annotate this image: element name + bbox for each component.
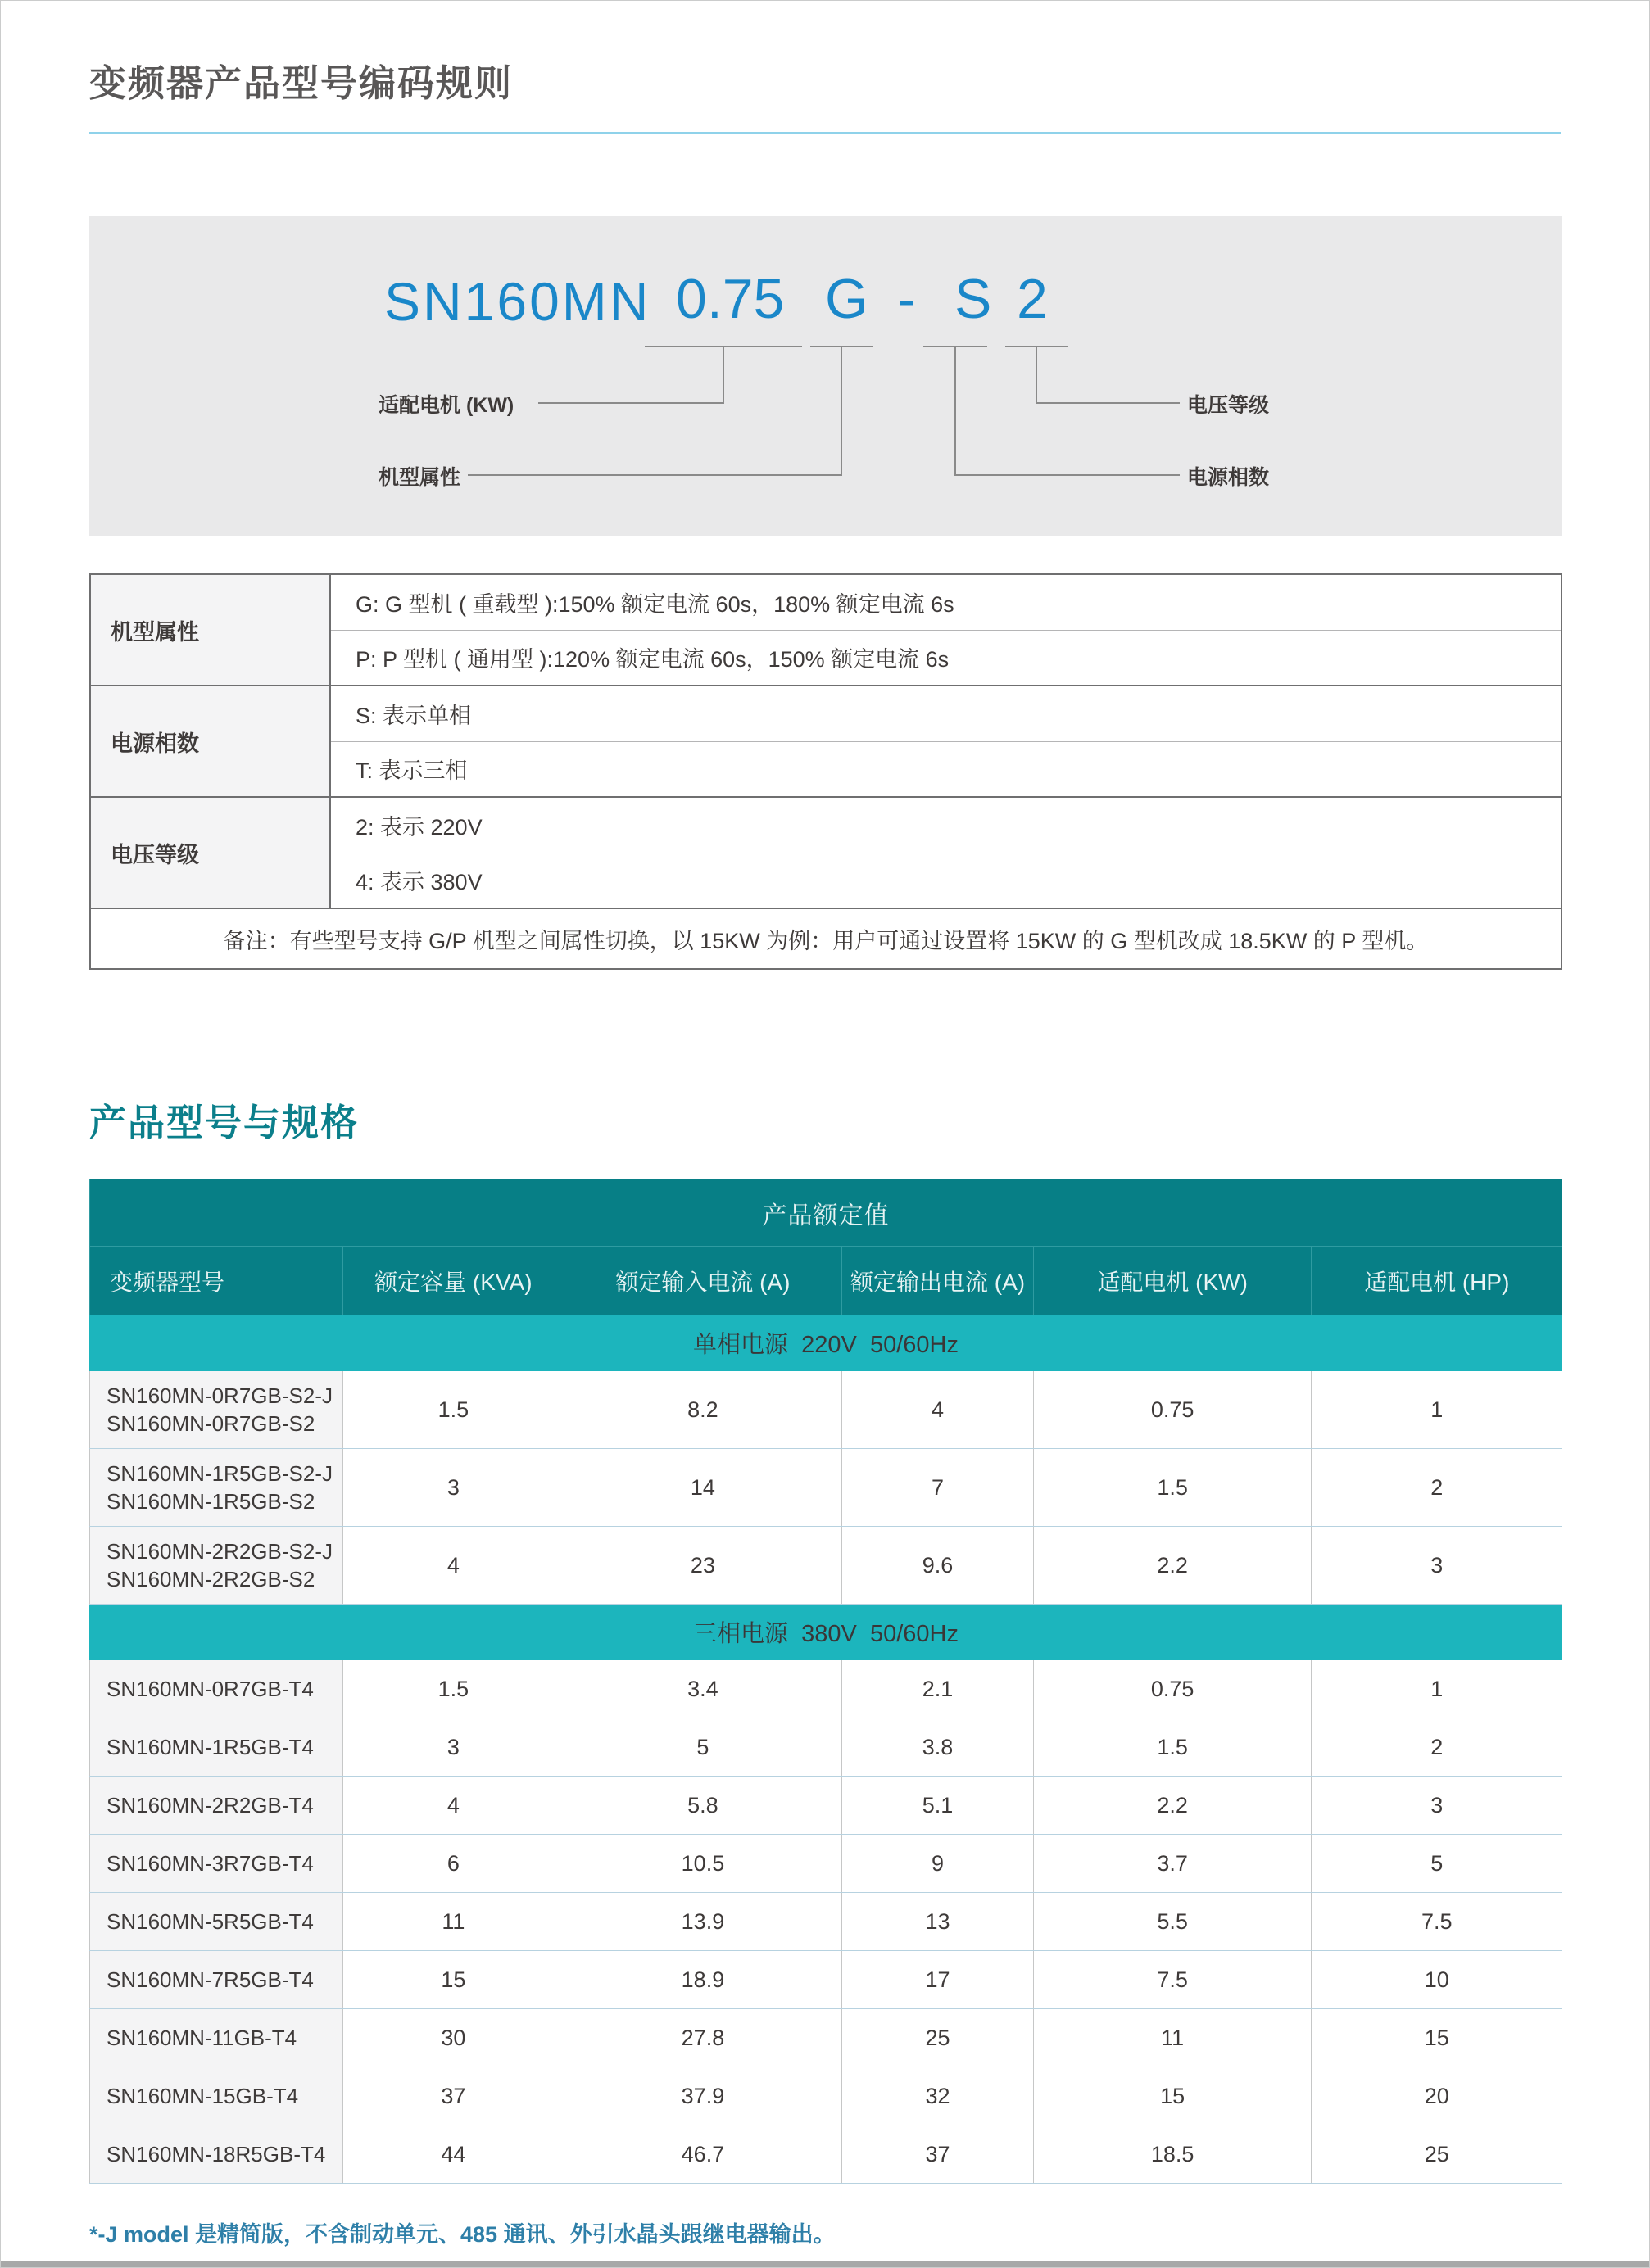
connector-vertical-voltage	[1036, 346, 1037, 404]
value-cell: 5	[1312, 1835, 1562, 1893]
model-code-diagram	[89, 216, 1562, 536]
value-cell: 9	[842, 1835, 1034, 1893]
coding-rule-cell: S: 表示单相	[330, 686, 1562, 741]
table-row	[90, 1835, 1562, 1893]
section-title-specs: 产品型号与规格	[89, 1102, 360, 1143]
table-row	[90, 574, 1562, 630]
value-cell: 5	[564, 1718, 842, 1777]
model-name: SN160MN-5R5GB-T4	[107, 1909, 314, 1934]
page-title: 变频器产品型号编码规则	[89, 62, 514, 104]
connector-horizontal-phase	[954, 474, 1180, 476]
coding-rule-cell: G: G 型机 ( 重载型 ):150% 额定电流 60s，180% 额定电流 6s	[330, 574, 1562, 630]
model-cell	[90, 1527, 343, 1605]
coding-group-header: 机型属性	[90, 574, 330, 686]
model-prefix: SN160MN	[384, 271, 651, 332]
connector-horizontal-power	[538, 402, 724, 404]
value-cell: 25	[842, 2009, 1034, 2067]
value-cell: 46.7	[564, 2125, 842, 2184]
column-header-capacity: 额定容量 (KVA)	[343, 1247, 564, 1315]
table-section-band	[90, 1605, 1562, 1660]
spec-table	[89, 1179, 1562, 2184]
note-row	[90, 908, 1562, 969]
value-cell: 10.5	[564, 1835, 842, 1893]
table-row	[90, 1777, 1562, 1835]
column-header-motor-hp: 适配电机 (HP)	[1312, 1247, 1562, 1315]
value-cell: 1.5	[1033, 1449, 1312, 1527]
value-cell: 7.5	[1312, 1893, 1562, 1951]
coding-rule-cell: 2: 表示 220V	[330, 797, 1562, 853]
model-cell	[90, 1718, 343, 1777]
table-row	[90, 1951, 1562, 2009]
value-cell: 11	[1033, 2009, 1312, 2067]
table-row	[90, 797, 1562, 853]
value-cell: 2.2	[1033, 1777, 1312, 1835]
model-cell	[90, 1777, 343, 1835]
value-cell: 25	[1312, 2125, 1562, 2184]
spec-table-header-row	[90, 1247, 1562, 1315]
table-row	[90, 2125, 1562, 2184]
model-name: SN160MN-0R7GB-S2-J	[107, 1383, 333, 1408]
value-cell: 17	[842, 1951, 1034, 2009]
model-name: SN160MN-2R2GB-S2-J	[107, 1539, 333, 1564]
model-cell	[90, 1660, 343, 1718]
value-cell: 14	[564, 1449, 842, 1527]
value-cell: 6	[343, 1835, 564, 1893]
diagram-label-power: 适配电机 (KW)	[379, 394, 514, 417]
value-cell: 13.9	[564, 1893, 842, 1951]
model-cell	[90, 1893, 343, 1951]
model-coding-table	[89, 573, 1562, 970]
value-cell: 5.5	[1033, 1893, 1312, 1951]
model-name: SN160MN-11GB-T4	[107, 2026, 297, 2050]
value-cell: 37.9	[564, 2067, 842, 2125]
value-cell: 3	[343, 1718, 564, 1777]
value-cell: 1.5	[1033, 1718, 1312, 1777]
table-row	[90, 1718, 1562, 1777]
value-cell: 3	[1312, 1527, 1562, 1605]
value-cell: 15	[1312, 2009, 1562, 2067]
value-cell: 10	[1312, 1951, 1562, 2009]
value-cell: 3.4	[564, 1660, 842, 1718]
value-cell: 30	[343, 2009, 564, 2067]
column-header-output-current: 额定输出电流 (A)	[842, 1247, 1034, 1315]
model-cell	[90, 1449, 343, 1527]
section-band-label: 单相电源 220V 50/60Hz	[90, 1315, 1562, 1371]
model-cell	[90, 2067, 343, 2125]
model-cell	[90, 2125, 343, 2184]
connector-horizontal-type	[468, 474, 842, 476]
table-row	[90, 1527, 1562, 1605]
diagram-label-phase: 电源相数	[1187, 466, 1270, 489]
value-cell: 15	[343, 1951, 564, 2009]
value-cell: 11	[343, 1893, 564, 1951]
table-row	[90, 2009, 1562, 2067]
value-cell: 2	[1312, 1449, 1562, 1527]
model-name: SN160MN-1R5GB-T4	[107, 1735, 314, 1759]
model-name: SN160MN-2R2GB-T4	[107, 1793, 314, 1818]
value-cell: 13	[842, 1893, 1034, 1951]
model-field-power: 0.75	[676, 268, 785, 330]
value-cell: 4	[343, 1527, 564, 1605]
model-cell	[90, 1835, 343, 1893]
model-name: SN160MN-18R5GB-T4	[107, 2142, 326, 2166]
table-row	[90, 1371, 1562, 1449]
value-cell: 3	[343, 1449, 564, 1527]
column-header-model: 变频器型号	[90, 1247, 343, 1315]
value-cell: 7.5	[1033, 1951, 1312, 2009]
table-section-band	[90, 1315, 1562, 1371]
value-cell: 37	[842, 2125, 1034, 2184]
table-row	[90, 1449, 1562, 1527]
connector-vertical-power	[723, 346, 724, 404]
value-cell: 32	[842, 2067, 1034, 2125]
page-bottom-bar	[1, 2261, 1649, 2267]
table-row	[90, 2067, 1562, 2125]
value-cell: 5.8	[564, 1777, 842, 1835]
table-row	[90, 686, 1562, 741]
value-cell: 44	[343, 2125, 564, 2184]
coding-rule-cell: 4: 表示 380V	[330, 853, 1562, 908]
value-cell: 20	[1312, 2067, 1562, 2125]
spec-table-title-row	[90, 1179, 1562, 1247]
coding-note: 备注：有些型号支持 G/P 机型之间属性切换，以 15KW 为例：用户可通过设置将 15KW 的 G 型机改成 18.5KW 的 P 型机。	[90, 908, 1562, 969]
value-cell: 0.75	[1033, 1371, 1312, 1449]
value-cell: 3.7	[1033, 1835, 1312, 1893]
value-cell: 2.1	[842, 1660, 1034, 1718]
connector-vertical-phase	[954, 346, 956, 476]
diagram-label-voltage: 电压等级	[1187, 394, 1270, 417]
model-cell	[90, 1951, 343, 2009]
model-cell	[90, 2009, 343, 2067]
model-name: SN160MN-7R5GB-T4	[107, 1967, 314, 1992]
value-cell: 1	[1312, 1660, 1562, 1718]
connector-horizontal-voltage	[1036, 402, 1180, 404]
table-row	[90, 1893, 1562, 1951]
value-cell: 3.8	[842, 1718, 1034, 1777]
coding-rule-cell: T: 表示三相	[330, 741, 1562, 797]
spec-table-title: 产品额定值	[90, 1179, 1562, 1247]
section-band-label: 三相电源 380V 50/60Hz	[90, 1605, 1562, 1660]
value-cell: 18.9	[564, 1951, 842, 2009]
value-cell: 37	[343, 2067, 564, 2125]
value-cell: 7	[842, 1449, 1034, 1527]
diagram-label-type: 机型属性	[379, 466, 461, 489]
value-cell: 23	[564, 1527, 842, 1605]
model-field-phase: S	[954, 268, 992, 330]
value-cell: 4	[842, 1371, 1034, 1449]
value-cell: 4	[343, 1777, 564, 1835]
model-field-type: G	[825, 268, 868, 330]
value-cell: 1.5	[343, 1660, 564, 1718]
value-cell: 2	[1312, 1718, 1562, 1777]
value-cell: 2.2	[1033, 1527, 1312, 1605]
connector-vertical-type	[841, 346, 842, 476]
model-name: SN160MN-1R5GB-S2	[107, 1489, 315, 1514]
footnote: *-J model 是精简版，不含制动单元、485 通讯、外引水晶头跟继电器输出。	[89, 2222, 836, 2247]
model-name: SN160MN-0R7GB-S2	[107, 1411, 315, 1436]
model-name: SN160MN-15GB-T4	[107, 2084, 299, 2108]
value-cell: 0.75	[1033, 1660, 1312, 1718]
coding-rule-cell: P: P 型机 ( 通用型 ):120% 额定电流 60s，150% 额定电流 6s	[330, 630, 1562, 686]
value-cell: 5.1	[842, 1777, 1034, 1835]
column-header-motor-kw: 适配电机 (KW)	[1033, 1247, 1312, 1315]
model-name: SN160MN-1R5GB-S2-J	[107, 1461, 333, 1486]
model-name: SN160MN-2R2GB-S2	[107, 1567, 315, 1591]
coding-group-header: 电压等级	[90, 797, 330, 908]
value-cell: 18.5	[1033, 2125, 1312, 2184]
table-row	[90, 1660, 1562, 1718]
value-cell: 1.5	[343, 1371, 564, 1449]
value-cell: 1	[1312, 1371, 1562, 1449]
value-cell: 15	[1033, 2067, 1312, 2125]
value-cell: 27.8	[564, 2009, 842, 2067]
title-underline	[89, 132, 1561, 134]
model-field-voltage: 2	[1017, 268, 1048, 330]
value-cell: 3	[1312, 1777, 1562, 1835]
value-cell: 9.6	[842, 1527, 1034, 1605]
model-dash: -	[897, 268, 916, 330]
coding-group-header: 电源相数	[90, 686, 330, 797]
model-name: SN160MN-3R7GB-T4	[107, 1851, 314, 1876]
column-header-input-current: 额定输入电流 (A)	[564, 1247, 842, 1315]
model-name: SN160MN-0R7GB-T4	[107, 1677, 314, 1701]
value-cell: 8.2	[564, 1371, 842, 1449]
model-cell	[90, 1371, 343, 1449]
